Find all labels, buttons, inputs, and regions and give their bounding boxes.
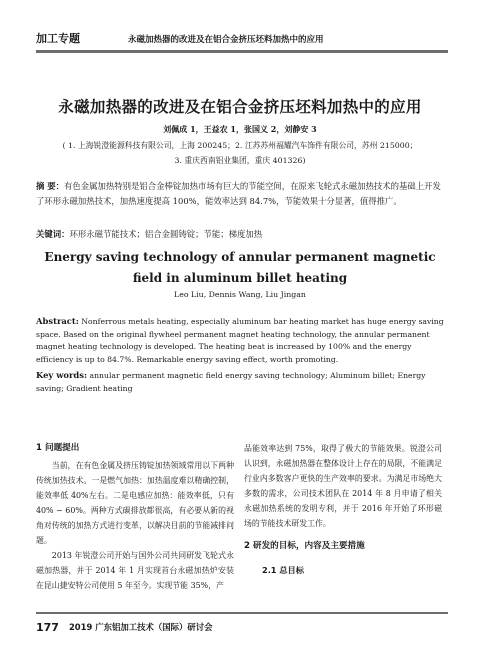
affiliation-line-2: 3. 重庆西南铝业集团，重庆 401326)	[174, 156, 306, 165]
body-paragraph-3: 品能效率达到 75%，取得了极大的节能效果。锐澄公司认识到，永磁加热器在整体设计上存在的局限，不能满足行业内多数客户更快的生产效率的要求。为满足市场绝大多数的需求，公司技术团队在 2014 年 8 月申请了相关永磁加热系统的发明专利，并于 2016 年开始了环形磁场的节能技术研发工作。	[244, 444, 442, 528]
english-abstract-label: Abstract:	[36, 316, 79, 326]
chinese-keywords-text: 环形永磁节能技术；铝合金圆铸锭；节能；梯度加热	[69, 229, 263, 239]
english-abstract-text: Nonferrous metals heating, especially aluminum bar heating market has huge energy saving space. Based on the original flywheel permanent magnet heating technology, the annular permanent magnet heating technology is developed. The heating beat is increased by 100% and the energy efficiency is up to 84.7%. Remarkable energy saving effect, worth promoting.	[36, 317, 444, 364]
running-title: 永磁加热器的改进及在铝合金挤压坯料加热中的应用	[128, 35, 324, 45]
chinese-title: 永磁加热器的改进及在铝合金挤压坯料加热中的应用	[58, 98, 422, 116]
chinese-keywords	[36, 227, 446, 242]
affiliation-line-1: ( 1. 上海锐澄能源科技有限公司，上海 200245；2. 江苏苏州福耀汽车饰件有限公司，苏州 215000；	[62, 141, 418, 150]
english-keywords-label: Key words:	[36, 370, 88, 380]
chinese-abstract-text: 有色金属加热特别是铝合金棒锭加热市场有巨大的节能空间，在原来飞轮式永磁加热技术的基础上开发了环形永磁加热技术，加热速度提高 100%，能效率达到 84.7%，节能效果十分显著，值得推广。	[36, 181, 441, 206]
journal-name: 2019 广东铝加工技术（国际）研讨会	[68, 622, 213, 632]
chinese-authors: 刘佩成 1，王益农 1，张国义 2，刘静安 3	[163, 124, 317, 134]
subsection-heading-2-1: 2.1 总目标	[262, 565, 304, 575]
english-keywords-text: annular permanent magnetic field energy saving technology; Aluminum billet; Energy saving; Gradient heating	[36, 371, 426, 393]
page-footer	[36, 612, 448, 634]
english-keywords	[36, 369, 446, 395]
running-header	[36, 28, 448, 53]
section-heading-1: 1 问题提出	[36, 443, 80, 453]
left-column	[36, 441, 234, 593]
page-number: 177	[36, 621, 59, 634]
english-abstract	[36, 315, 446, 366]
right-column	[244, 441, 442, 578]
section-tag: 加工专题	[36, 32, 80, 45]
chinese-keywords-label: 关键词：	[36, 229, 70, 239]
chinese-abstract	[36, 179, 446, 209]
body-paragraph-1: 当前，在有色金属及挤压铸锭加热领域常用以下两种传统加热技术。一是燃气加热：加热温度难以精确控制，能效率低 40%左右。二是电感应加热：能效率低，只有 40% ~ 60%。两种方式碳排放都很高，有必要从新的视角对传统的加热方式进行变革，以解决目前的节能减排问题。	[36, 461, 234, 545]
chinese-abstract-label: 摘 要：	[36, 181, 65, 191]
english-authors: Leo Liu, Dennis Wang, Liu Jingan	[174, 290, 306, 299]
body-paragraph-2: 2013 年锐澄公司开始与国外公司共同研发飞轮式永磁加热器，并于 2014 年 1 月实现首台永磁加热炉安装在昆山捷安特公司使用 5 年至今。实现节能 35%，产	[36, 551, 234, 590]
english-title: Energy saving technology of annular permanent magnetic field in aluminum billet heating	[44, 250, 436, 285]
section-heading-2: 2 研发的目标，内容及主要措施	[244, 541, 365, 551]
